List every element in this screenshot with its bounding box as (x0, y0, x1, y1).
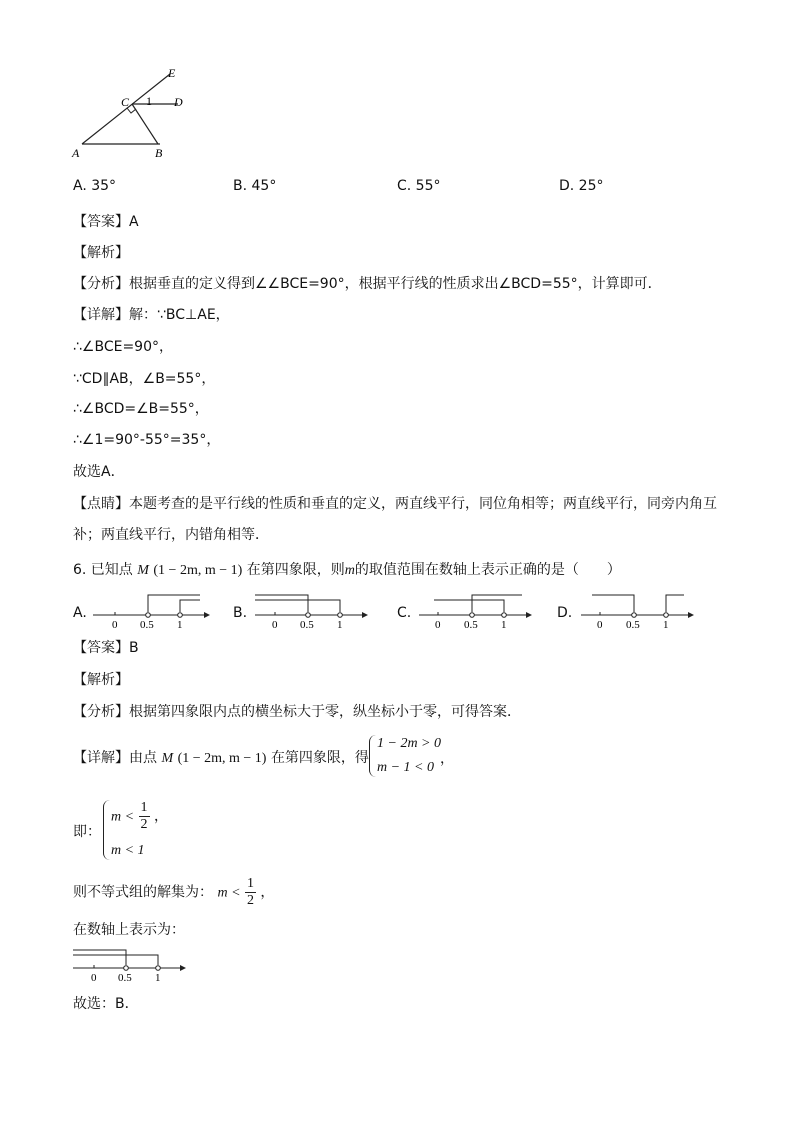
q6-numberline-intro: 在数轴上表示为： (73, 922, 185, 938)
q5-option-d: D. 25° (559, 178, 604, 194)
q6-point-coords: (1 − 2m, m − 1) (153, 563, 243, 578)
system-2-brace (103, 800, 110, 860)
q6-detail-prefix: 【详解】由点 (73, 750, 157, 766)
q6-option-b-letter: B. (233, 605, 248, 621)
tick-1: 1 (177, 619, 183, 630)
q6-answer: 【答案】B (73, 640, 139, 656)
q6-stem-mid: 在第四象限，则 (246, 562, 345, 578)
tick-1: 1 (501, 619, 507, 630)
system-1-comma: ， (440, 751, 454, 767)
q5-xiangjie: 【详解】解：∵BC⊥AE， (73, 307, 230, 323)
q5-step1: ∴∠BCE=90°， (73, 339, 173, 355)
label-B: B (155, 146, 163, 160)
label-E: E (168, 66, 176, 80)
fraction-numerator: 1 (140, 800, 148, 815)
q5-step3: ∴∠BCD=∠B=55°， (73, 401, 209, 417)
system-2-line-1 (111, 800, 168, 833)
q6-option-c-numberline (416, 590, 536, 630)
q5-option-a: A. 35° (73, 178, 117, 194)
q6-option-c-letter: C. (397, 605, 412, 621)
q6-point-m: M (137, 563, 149, 578)
fraction-half (139, 800, 150, 833)
q5-dianjing-1: 【点睛】本题考查的是平行线的性质和垂直的定义，两直线平行，同位角相等；两直线平行，同旁内角互 (73, 496, 717, 512)
system-1-line-1: 1 − 2m > 0 (377, 736, 442, 751)
q6-option-a-numberline (90, 590, 210, 630)
q6-fenxi: 【分析】根据第四象限内点的横坐标大于零，纵坐标小于零，可得答案． (73, 704, 521, 720)
q6-detail-coords: (1 − 2m, m − 1) (177, 751, 267, 766)
q6-solution-set (73, 876, 274, 909)
solution-fraction-denominator: 2 (246, 893, 254, 908)
solution-fraction (245, 876, 256, 909)
q6-detail (73, 748, 369, 769)
label-D: D (174, 95, 183, 109)
system-2-comma: ， (153, 808, 168, 825)
system-1-brace (369, 735, 376, 777)
q5-option-c: C. 55° (397, 178, 441, 194)
q6-solution-m: m < (217, 885, 241, 901)
q6-answer-numberline (70, 944, 190, 986)
tick-0: 0 (597, 619, 603, 630)
label-1: 1 (146, 94, 152, 108)
tick-0-5: 0.5 (140, 619, 154, 630)
tick-1: 1 (337, 619, 343, 630)
q6-ji: 即： (73, 824, 101, 840)
q5-fenxi: 【分析】根据垂直的定义得到∠∠BCE=90°，根据平行线的性质求出∠BCD=55°，计算即可． (73, 276, 662, 292)
solution-fraction-numerator: 1 (246, 876, 254, 891)
geometry-figure (70, 62, 200, 162)
tick-0: 0 (91, 972, 97, 984)
q6-option-a-letter: A. (73, 605, 87, 621)
tick-0-5: 0.5 (118, 972, 132, 984)
system-2-line-2: m < 1 (111, 843, 145, 858)
q6-stem-suffix: 的取值范围在数轴上表示正确的是（ ） (354, 562, 621, 578)
system-2-m-lt: m < (111, 809, 135, 825)
q6-stem (73, 560, 621, 581)
tick-1: 1 (155, 972, 161, 984)
q6-solution-prefix: 则不等式组的解集为： (73, 884, 213, 901)
tick-1: 1 (663, 619, 669, 630)
q6-stem-prefix: 6. 已知点 (73, 562, 133, 578)
q6-detail-point-m: M (161, 751, 174, 766)
system-1-line-2: m − 1 < 0 (377, 760, 435, 775)
tick-0-5: 0.5 (464, 619, 478, 630)
q5-step2: ∵CD∥AB，∠B=55°， (73, 371, 216, 387)
label-A: A (72, 146, 80, 160)
q6-analysis-title: 【解析】 (73, 672, 129, 688)
q6-choose: 故选：B． (73, 996, 139, 1012)
tick-0: 0 (272, 619, 278, 630)
q5-option-b: B. 45° (233, 178, 277, 194)
tick-0-5: 0.5 (300, 619, 314, 630)
q6-detail-mid: 在第四象限，得 (270, 750, 369, 766)
q6-option-d-letter: D. (557, 605, 573, 621)
q6-solution-comma: ， (260, 884, 275, 901)
q5-choose: 故选A． (73, 464, 125, 480)
q6-var-m: m (344, 563, 355, 578)
fraction-denominator: 2 (140, 817, 148, 832)
q5-analysis-title: 【解析】 (73, 245, 129, 261)
tick-0: 0 (112, 619, 118, 630)
label-C: C (121, 95, 130, 109)
q6-option-d-numberline (578, 590, 698, 630)
tick-0-5: 0.5 (626, 619, 640, 630)
q5-dianjing-2: 补；两直线平行，内错角相等． (73, 527, 269, 543)
q6-option-b-numberline (252, 590, 372, 630)
q5-step4: ∴∠1=90°-55°=35°， (73, 432, 221, 448)
q5-answer: 【答案】A (73, 214, 139, 230)
tick-0: 0 (435, 619, 441, 630)
